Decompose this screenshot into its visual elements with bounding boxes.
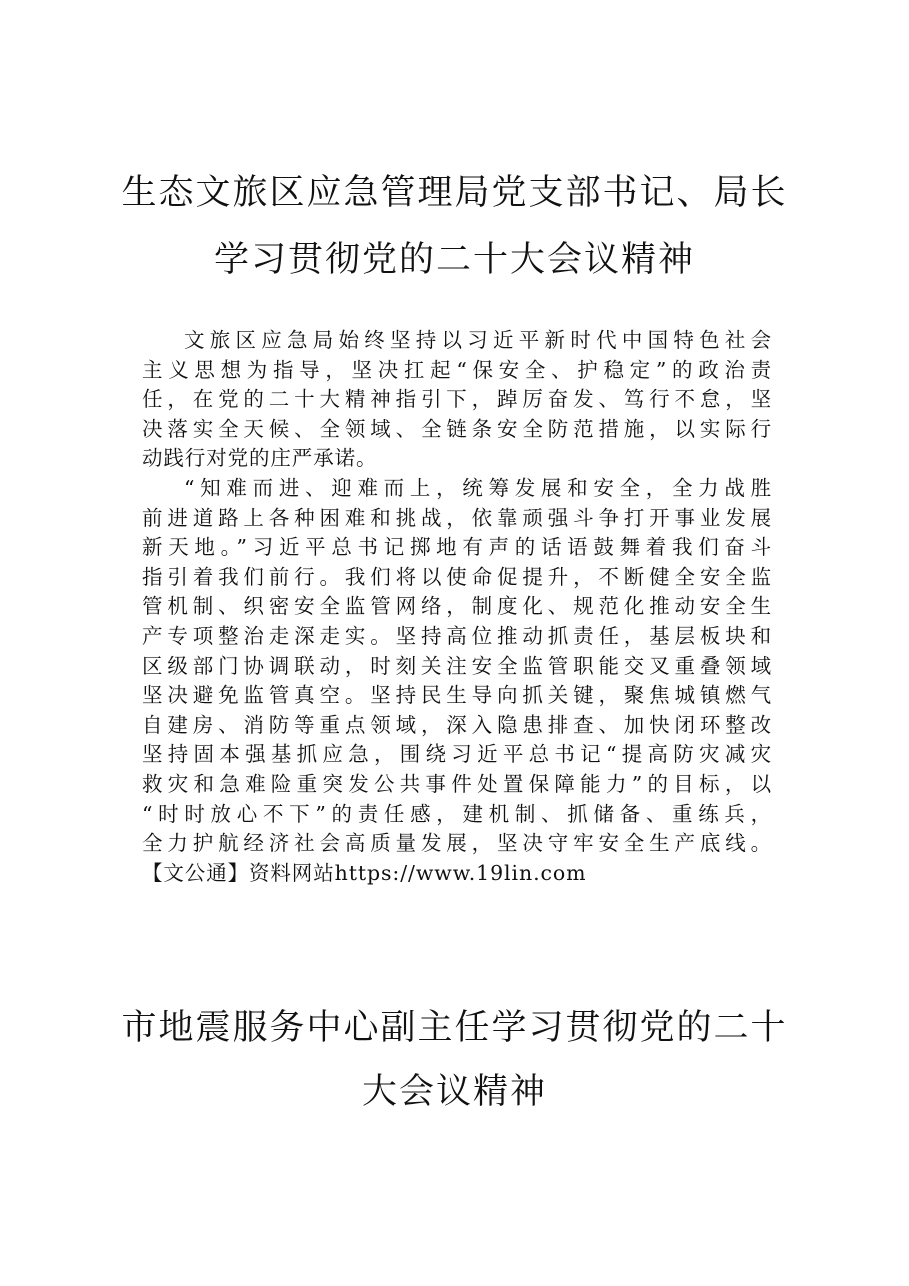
article-1-paragraph-2 [142,474,772,888]
text-line: 自建房、消防等重点领域，深入隐患排查、加快闭环整改 [142,712,772,737]
text-line: “时时放心不下”的责任感，建机制、抓储备、重练兵， [142,801,772,826]
text-line: 任，在党的二十大精神指引下，踔厉奋发、笃行不怠，坚 [142,387,772,412]
text-line: 新天地。”习近平总书记掷地有声的话语鼓舞着我们奋斗 [142,535,772,560]
text-line: 产专项整治走深走实。坚持高位推动抓责任，基层板块和 [142,623,772,648]
text-line: 区级部门协调联动，时刻关注安全监管职能交叉重叠领域 [142,653,772,678]
article-2-title-line-1: 市地震服务中心副主任学习贯彻党的二十 [121,1008,788,1048]
article-2-title-line-2: 大会议精神 [361,1072,547,1112]
text-line: 指引着我们前行。我们将以使命促提升，不断健全安全监 [142,564,772,589]
text-line: 文旅区应急局始终坚持以习近平新时代中国特色社会 [184,328,772,352]
text-line: 动践行对党的庄严承诺。 [142,446,378,471]
text-line: “知难而进、迎难而上，统筹发展和安全，全力战胜 [184,475,772,500]
article-1-title-line-1: 生态文旅区应急管理局党支部书记、局长 [121,173,788,213]
source-website-line: 【文公通】资料网站https://www.19lin.com [142,860,587,885]
text-line: 主义思想为指导，坚决扛起“保安全、护稳定”的政治责 [142,357,772,382]
text-line: 坚持固本强基抓应急，围绕习近平总书记“提高防灾减灾 [142,742,772,767]
text-line: 管机制、织密安全监管网络，制度化、规范化推动安全生 [142,594,772,619]
text-line: 前进道路上各种困难和挑战，依靠顽强斗争打开事业发展 [142,505,772,530]
article-1-title-line-2: 学习贯彻党的二十大会议精神 [213,240,695,280]
text-line: 决落实全天候、全领域、全链条安全防范措施，以实际行 [142,416,772,441]
text-line: 坚决避免监管真空。坚持民生导向抓关键，聚焦城镇燃气 [142,683,772,708]
article-1-body [142,326,772,888]
article-1-paragraph-1 [142,326,772,474]
text-line: 救灾和急难险重突发公共事件处置保障能力”的目标，以 [142,771,772,796]
text-line: 全力护航经济社会高质量发展，坚决守牢安全生产底线。 [142,831,772,856]
